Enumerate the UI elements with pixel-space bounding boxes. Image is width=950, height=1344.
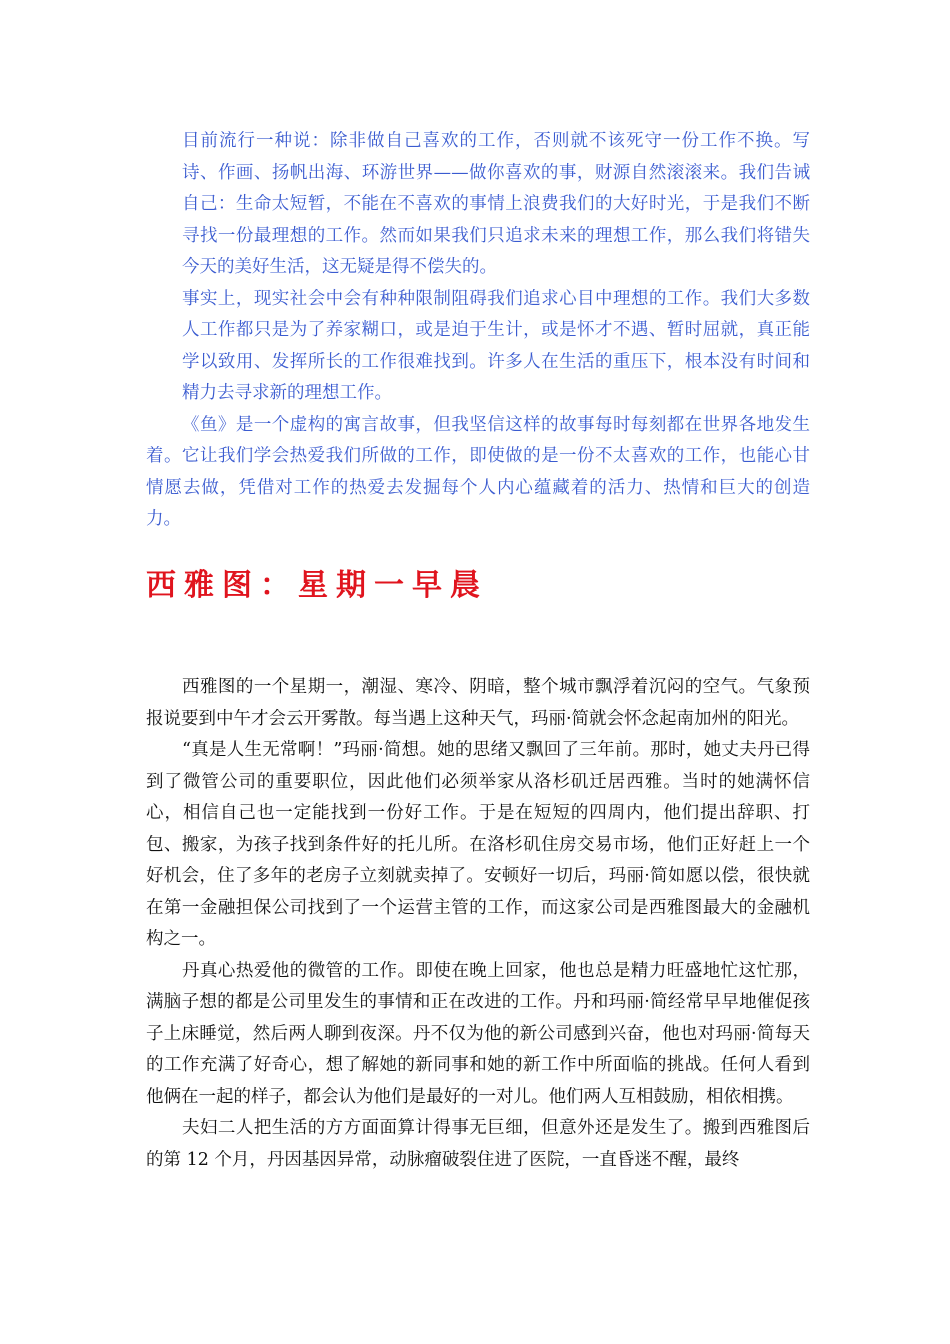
intro-paragraph-3: 《鱼》是一个虚构的寓言故事，但我坚信这样的故事每时每刻都在世界各地发生着。它让我们学会热爱我们所做的工作，即使做的是一份不太喜欢的工作，也能心甘情愿去做，凭借对工作的热爱去发掘每个人内心蕴藏着的活力、热情和巨大的创造力。	[146, 414, 810, 529]
body-paragraph-1: 西雅图的一个星期一，潮湿、寒冷、阴暗，整个城市飘浮着沉闷的空气。气象预报说要到中午才会云开雾散。每当遇上这种天气，玛丽·简就会怀念起南加州的阳光。	[146, 677, 810, 729]
intro-section	[146, 126, 810, 536]
chapter-body	[146, 672, 810, 1176]
body-paragraph-3: 丹真心热爱他的微管的工作。即使在晚上回家，他也总是精力旺盛地忙这忙那，满脑子想的都是公司里发生的事情和正在改进的工作。丹和玛丽·简经常早早地催促孩子上床睡觉，然后两人聊到夜深。丹不仅为他的新公司感到兴奋，他也对玛丽·简每天的工作充满了好奇心，想了解她的新同事和她的新工作中所面临的挑战。任何人看到他俩在一起的样子，都会认为他们是最好的一对儿。他们两人互相鼓励，相依相携。	[146, 960, 810, 1107]
body-paragraph-2: “真是人生无常啊！”玛丽·简想。她的思绪又飘回了三年前。那时，她丈夫丹已得到了微管公司的重要职位，因此他们必须举家从洛杉矶迁居西雅。当时的她满怀信心，相信自己也一定能找到一份好工作。于是在短短的四周内，他们提出辞职、打包、搬家，为孩子找到条件好的托儿所。在洛杉矶住房交易市场，他们正好赶上一个好机会，住了多年的老房子立刻就卖掉了。安顿好一切后，玛丽·简如愿以偿，很快就在第一金融担保公司找到了一个运营主管的工作，而这家公司是西雅图最大的金融机构之一。	[146, 740, 810, 949]
body-paragraph-4: 夫妇二人把生活的方方面面算计得事无巨细，但意外还是发生了。搬到西雅图后的第 12 个月，丹因基因异常，动脉瘤破裂住进了医院，一直昏迷不醒，最终	[146, 1118, 810, 1170]
chapter-title: 西雅图：星期一早晨	[146, 568, 488, 603]
intro-paragraph-1: 目前流行一种说：除非做自己喜欢的工作，否则就不该死守一份工作不换。写诗、作画、扬帆出海、环游世界——做你喜欢的事，财源自然滚滚来。我们告诫自己：生命太短暂，不能在不喜欢的事情上浪费我们的大好时光，于是我们不断寻找一份最理想的工作。然而如果我们只追求未来的理想工作，那么我们将错失今天的美好生活，这无疑是得不偿失的。	[182, 131, 810, 277]
intro-paragraph-2: 事实上，现实社会中会有种种限制阻碍我们追求心目中理想的工作。我们大多数人工作都只是为了养家糊口，或是迫于生计，或是怀才不遇、暂时屈就，真正能学以致用、发挥所长的工作很难找到。许多人在生活的重压下，根本没有时间和精力去寻求新的理想工作。	[182, 288, 810, 403]
